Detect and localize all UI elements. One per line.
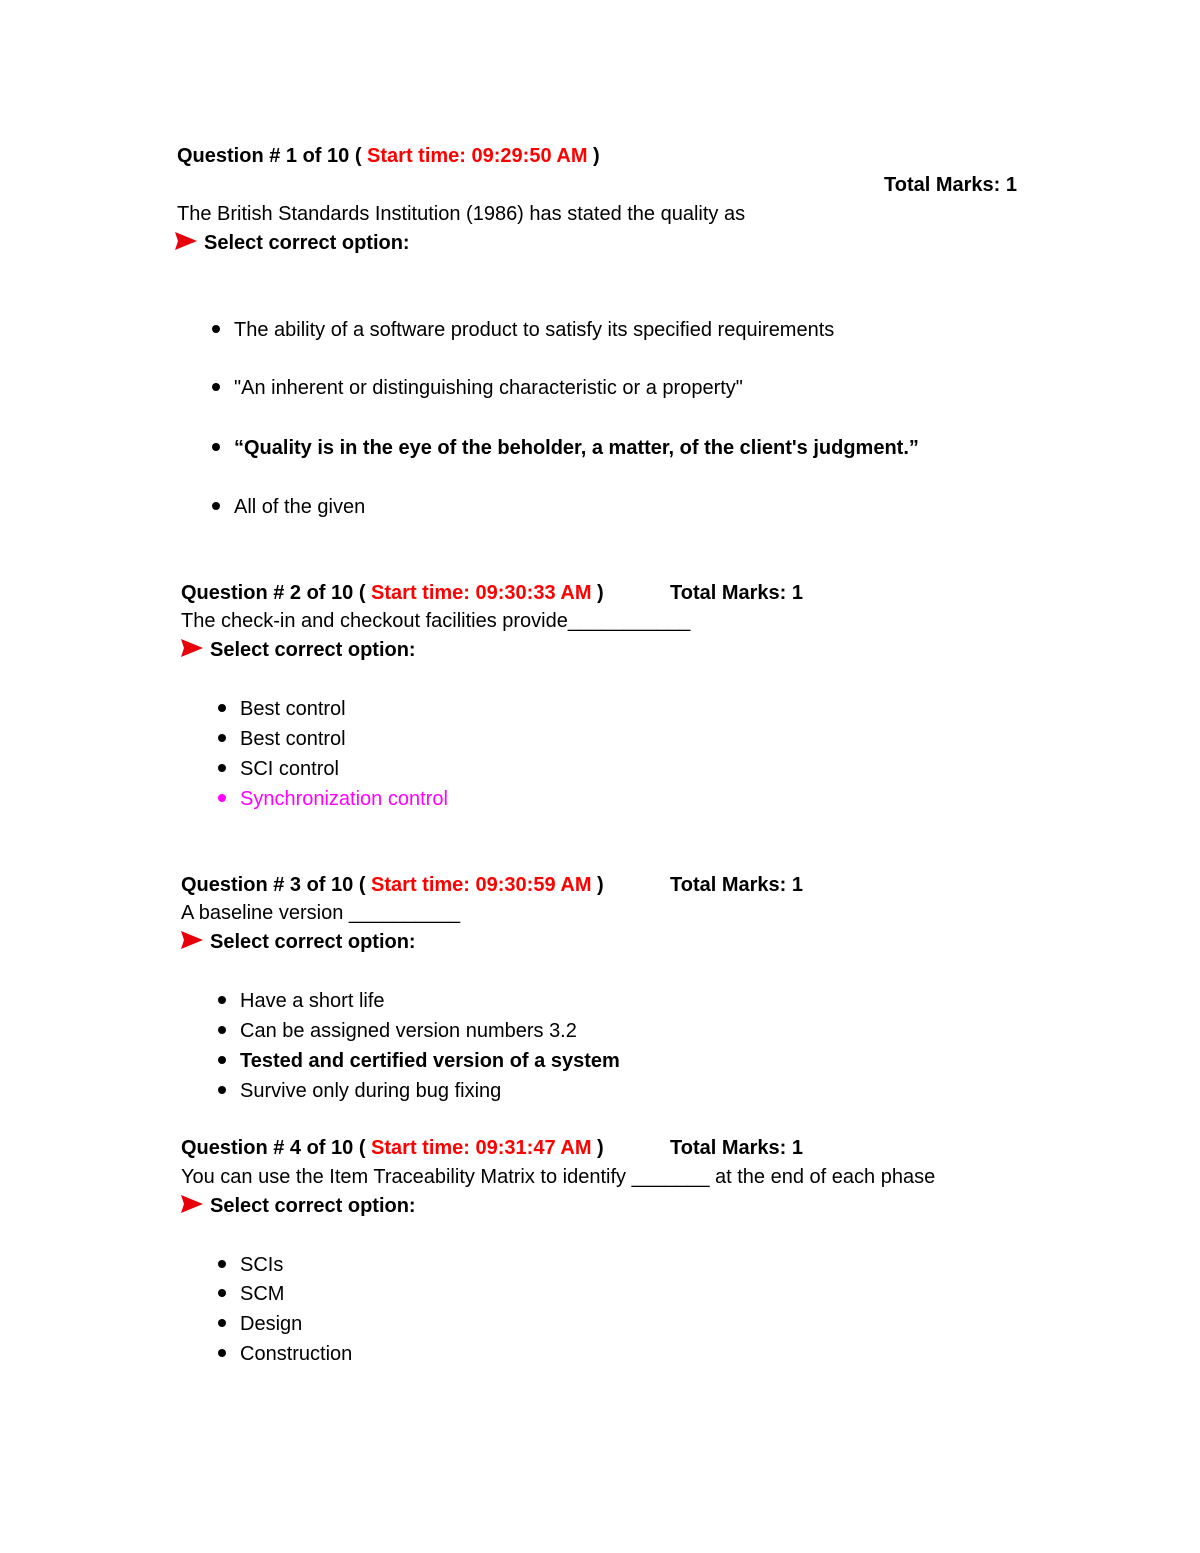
option-2[interactable]: "An inherent or distinguishing characteristic or a property" (212, 375, 743, 401)
option-2[interactable]: SCM (218, 1281, 284, 1307)
bullet-dot-icon (218, 734, 226, 742)
red-pointer-arrow-icon (174, 230, 198, 252)
total-marks: Total Marks: 1 (670, 874, 803, 896)
option-4[interactable]: All of the given (212, 494, 365, 520)
bullet-dot-icon (218, 1260, 226, 1268)
bullet-dot-icon (218, 1319, 226, 1327)
question-header: Question # 3 of 10 ( Start time: 09:30:59 AM ) (181, 874, 604, 896)
option-3[interactable]: SCI control (218, 756, 339, 782)
option-3[interactable]: Design (218, 1311, 302, 1337)
start-time: Start time: 09:30:33 AM (371, 582, 592, 604)
bullet-dot-icon (218, 794, 226, 802)
total-marks: Total Marks: 1 (884, 174, 1017, 196)
bullet-dot-icon (212, 383, 220, 391)
start-time: Start time: 09:30:59 AM (371, 874, 592, 896)
start-time: Start time: 09:31:47 AM (371, 1137, 592, 1159)
bullet-dot-icon (218, 1289, 226, 1297)
bullet-dot-icon (218, 764, 226, 772)
option-1[interactable]: The ability of a software product to satisfy its specified requirements (212, 317, 834, 343)
question-header: Question # 1 of 10 ( Start time: 09:29:50 AM ) (177, 145, 600, 167)
total-marks: Total Marks: 1 (670, 1137, 803, 1159)
select-prompt: Select correct option: (210, 931, 416, 953)
select-prompt: Select correct option: (204, 232, 410, 254)
bullet-dot-icon (212, 443, 220, 451)
bullet-dot-icon (212, 502, 220, 510)
option-2[interactable]: Can be assigned version numbers 3.2 (218, 1018, 577, 1044)
option-3[interactable]: “Quality is in the eye of the beholder, a matter, of the client's judgment.” (212, 435, 919, 461)
question-text: A baseline version __________ (181, 902, 461, 924)
start-time: Start time: 09:29:50 AM (367, 145, 588, 167)
option-1[interactable]: Have a short life (218, 988, 385, 1014)
option-2[interactable]: Best control (218, 726, 346, 752)
select-prompt: Select correct option: (210, 1195, 416, 1217)
bullet-dot-icon (212, 325, 220, 333)
select-prompt: Select correct option: (210, 639, 416, 661)
bullet-dot-icon (218, 996, 226, 1004)
bullet-dot-icon (218, 704, 226, 712)
question-text: The British Standards Institution (1986) has stated the quality as (177, 203, 746, 225)
bullet-dot-icon (218, 1056, 226, 1064)
option-4[interactable]: Construction (218, 1341, 352, 1367)
question-text: You can use the Item Traceability Matrix to identify _______ at the end of each phase (181, 1166, 936, 1188)
option-4-selected[interactable]: Synchronization control (218, 786, 448, 812)
option-4[interactable]: Survive only during bug fixing (218, 1078, 501, 1104)
option-1[interactable]: Best control (218, 696, 346, 722)
red-pointer-arrow-icon (180, 637, 204, 659)
bullet-dot-icon (218, 1349, 226, 1357)
question-text: The check-in and checkout facilities provide___________ (181, 610, 691, 632)
option-1[interactable]: SCIs (218, 1252, 283, 1278)
question-header: Question # 4 of 10 ( Start time: 09:31:47 AM ) (181, 1137, 604, 1159)
bullet-dot-icon (218, 1026, 226, 1034)
option-3[interactable]: Tested and certified version of a system (218, 1048, 620, 1074)
question-header: Question # 2 of 10 ( Start time: 09:30:33 AM ) (181, 582, 604, 604)
bullet-dot-icon (218, 1086, 226, 1094)
total-marks: Total Marks: 1 (670, 582, 803, 604)
red-pointer-arrow-icon (180, 1193, 204, 1215)
red-pointer-arrow-icon (180, 929, 204, 951)
